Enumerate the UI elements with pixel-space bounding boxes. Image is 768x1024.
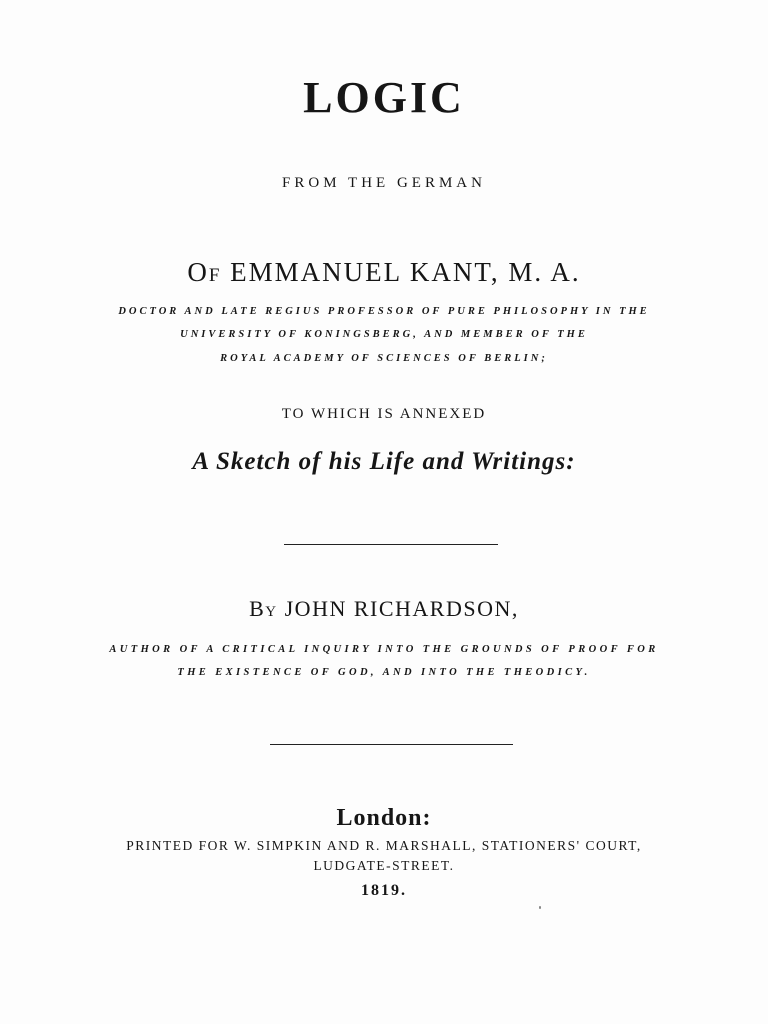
imprint-printer: PRINTED FOR W. SIMPKIN AND R. MARSHALL, STATIONERS' COURT, bbox=[126, 838, 642, 853]
book-title: LOGIC bbox=[303, 73, 465, 122]
of-word: Of bbox=[187, 257, 222, 287]
translator-credentials-line-1: AUTHOR OF A CRITICAL INQUIRY INTO THE GROUNDS OF PROOF FOR bbox=[109, 644, 659, 655]
translator-credentials-line-2: THE EXISTENCE OF GOD, AND INTO THE THEODICY. bbox=[177, 667, 591, 678]
paper-speck bbox=[539, 906, 541, 909]
author-credentials-line-3: ROYAL ACADEMY OF SCIENCES OF BERLIN; bbox=[220, 353, 548, 364]
divider-rule-top bbox=[284, 544, 498, 545]
by-word: By bbox=[249, 596, 278, 621]
imprint-year: 1819. bbox=[361, 882, 407, 899]
author-credentials-line-2: UNIVERSITY OF KONINGSBERG, AND MEMBER OF THE bbox=[180, 329, 588, 340]
sketch-subtitle: A Sketch of his Life and Writings: bbox=[192, 448, 576, 475]
annexed-note: TO WHICH IS ANNEXED bbox=[281, 406, 487, 422]
translation-note: FROM THE GERMAN bbox=[282, 175, 486, 191]
translator-line bbox=[0, 596, 768, 622]
imprint-street: LUDGATE-STREET. bbox=[313, 858, 455, 873]
author-name: EMMANUEL KANT, M. A. bbox=[230, 257, 581, 287]
imprint-city: London: bbox=[336, 805, 432, 831]
divider-rule-bottom bbox=[270, 744, 513, 745]
author-credentials-line-1: DOCTOR AND LATE REGIUS PROFESSOR OF PURE PHILOSOPHY IN THE bbox=[118, 306, 650, 317]
translator-name: JOHN RICHARDSON, bbox=[284, 596, 519, 621]
author-line bbox=[0, 257, 768, 288]
